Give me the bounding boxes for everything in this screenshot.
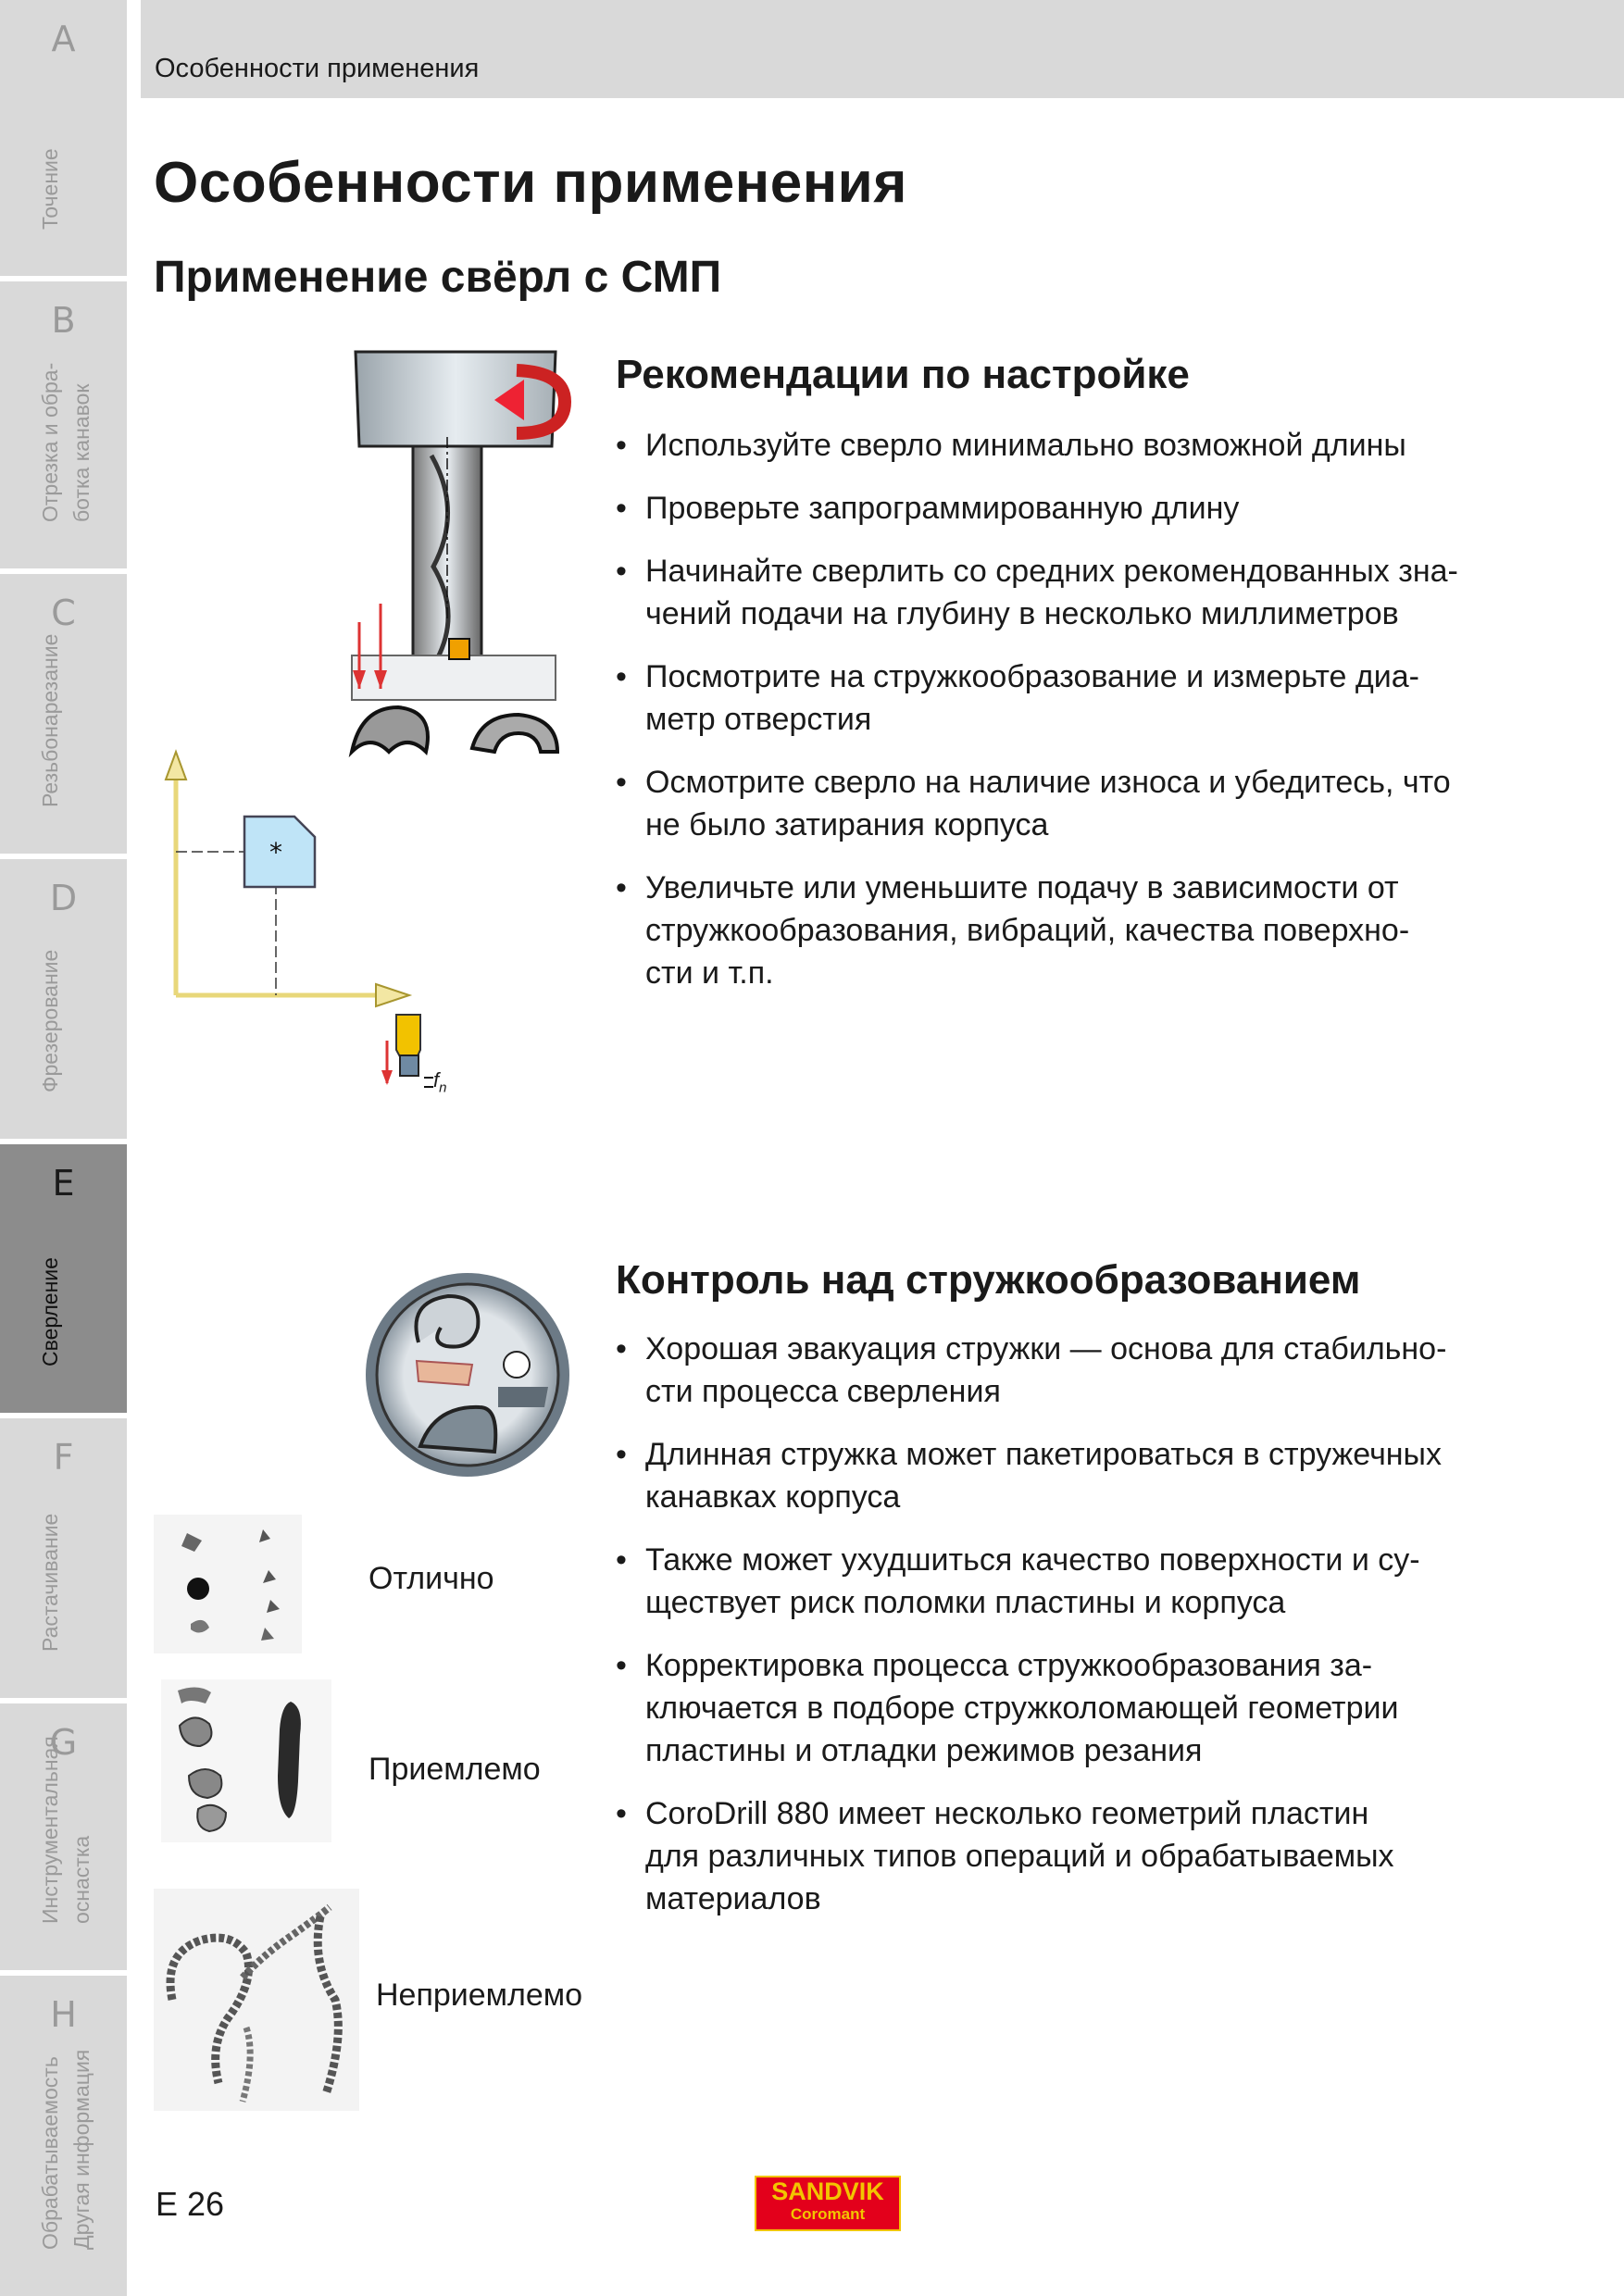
setup-recommendations-list bbox=[616, 424, 1542, 1015]
tab-letter: B bbox=[51, 300, 76, 341]
header-title: Особенности применения bbox=[155, 54, 480, 83]
logo-top-text: SANDVIK bbox=[771, 2177, 884, 2205]
insert-position-diagram bbox=[157, 741, 426, 1009]
feed-per-revolution-icon bbox=[374, 1009, 485, 1098]
tab-label: Фрезерование bbox=[38, 949, 62, 1092]
tab-label: Сверление bbox=[38, 1257, 62, 1366]
logo-bottom-text: Coromant bbox=[790, 2205, 866, 2223]
tab-machinability[interactable] bbox=[0, 1976, 127, 2296]
rating-excellent: Отлично bbox=[369, 1561, 494, 1596]
sandvik-coromant-logo bbox=[755, 2176, 901, 2231]
tab-boring[interactable] bbox=[0, 1418, 127, 1698]
chip-sample-acceptable bbox=[161, 1679, 331, 1842]
tab-letter: D bbox=[49, 878, 78, 918]
list-item: • Используйте сверло минимально возможной длины bbox=[616, 424, 1542, 467]
feed-symbol: $f_n$ bbox=[433, 1068, 447, 1096]
list-item: • Хорошая эвакуация стружки — основа для стабильно- сти процесса сверления bbox=[616, 1328, 1542, 1413]
page-title: Особенности применения bbox=[154, 151, 907, 215]
drill-setup-illustration bbox=[343, 344, 574, 789]
tab-label: Отрезка и обра- bbox=[38, 362, 62, 522]
chip-control-title: Контроль над стружкообразованием bbox=[616, 1257, 1361, 1303]
tab-parting-grooving[interactable] bbox=[0, 281, 127, 568]
chip-sample-unacceptable bbox=[154, 1889, 359, 2111]
tab-label: Другая информация bbox=[69, 2049, 94, 2250]
tab-turning[interactable] bbox=[0, 0, 127, 276]
tab-letter: C bbox=[51, 593, 76, 633]
tab-label: Растачивание bbox=[38, 1513, 62, 1652]
list-item: • Длинная стружка может пакетироваться в стружечных канавках корпуса bbox=[616, 1433, 1542, 1518]
header-band bbox=[141, 0, 1624, 98]
section-sidebar bbox=[0, 0, 127, 2296]
list-item: • Проверьте запрограммированную длину bbox=[616, 487, 1542, 530]
tab-label: Точение bbox=[38, 148, 62, 230]
list-item: • Осмотрите сверло на наличие износа и убедитесь, что не было затирания корпуса bbox=[616, 761, 1542, 846]
tab-label: Резьбонарезание bbox=[38, 633, 62, 807]
page-subtitle: Применение свёрл с СМП bbox=[154, 253, 722, 302]
tab-tooling[interactable] bbox=[0, 1703, 127, 1970]
tab-letter: F bbox=[53, 1437, 74, 1478]
tab-letter: A bbox=[51, 19, 76, 59]
tab-threading[interactable] bbox=[0, 574, 127, 854]
setup-recommendations-title: Рекомендации по настройке bbox=[616, 352, 1190, 397]
tab-label: Инструментальная bbox=[38, 1736, 62, 1924]
page-number: E 26 bbox=[156, 2185, 225, 2223]
rating-acceptable: Приемлемо bbox=[369, 1752, 541, 1787]
tab-drilling[interactable] bbox=[0, 1144, 127, 1413]
list-item: • CoroDrill 880 имеет несколько геометрий пластин для различных типов операций и обрабатываемых материалов bbox=[616, 1792, 1542, 1920]
chip-sample-excellent bbox=[154, 1515, 302, 1653]
list-item: • Начинайте сверлить со средних рекомендованных зна- чений подачи на глубину в несколько миллиметров bbox=[616, 550, 1542, 635]
tab-letter: G bbox=[49, 1722, 78, 1763]
list-item: • Посмотрите на стружкообразование и измерьте диа- метр отверстия bbox=[616, 655, 1542, 741]
tab-letter: E bbox=[52, 1163, 75, 1204]
tab-milling[interactable] bbox=[0, 859, 127, 1139]
chip-evacuation-illustration bbox=[361, 1268, 574, 1481]
tab-label: ботка канавок bbox=[69, 383, 94, 522]
list-item: • Также может ухудшиться качество поверхности и су- ществует риск поломки пластины и корпуса bbox=[616, 1539, 1542, 1624]
tab-letter: H bbox=[50, 1994, 77, 2035]
list-item: • Корректировка процесса стружкообразования за- ключается в подборе стружколомающей геометрии пластины и отладки режимов резания bbox=[616, 1644, 1542, 1772]
chip-control-list bbox=[616, 1328, 1542, 1940]
tab-label: Обрабатываемость bbox=[38, 2056, 62, 2250]
list-item: • Увеличьте или уменьшите подачу в зависимости от стружкообразования, вибраций, качества поверхно- сти и т.п. bbox=[616, 867, 1542, 994]
svg-text:*: * bbox=[269, 837, 282, 867]
tab-label: оснастка bbox=[69, 1835, 94, 1924]
rating-unacceptable: Неприемлемо bbox=[376, 1978, 583, 2013]
